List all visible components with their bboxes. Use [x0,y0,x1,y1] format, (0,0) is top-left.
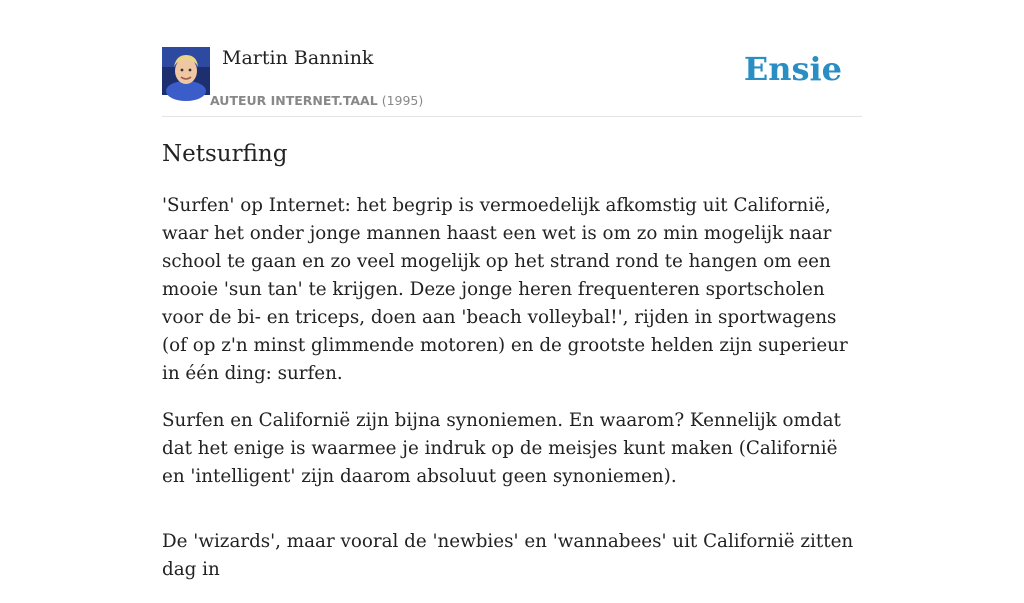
author-avatar[interactable] [162,47,210,95]
article-content [162,138,862,603]
article-paragraph: De 'wizards', maar vooral de 'newbies' en 'wannabees' uit Californië zitten dag in [162,531,854,580]
brand-logo[interactable]: Ensie [743,50,842,88]
author-meta [210,93,423,108]
article-paragraph: 'Surfen' op Internet: het begrip is vermoedelijk afkomstig uit Californië, waar het onder jonge mannen haast een wet is om zo min mogelijk naar school te gaan en zo veel mogelijk op het strand rond te hangen om een mooie 'sun tan' te krijgen. Deze jonge heren frequenteren sportscholen voor de bi- en triceps, doen aan 'beach volleybal!', rijden in sportwagens (of op z'n minst glimmende motoren) en de grootste helden zijn superieur in één ding: surfen. [162,195,848,384]
author-role: AUTEUR INTERNET.TAAL [210,93,378,108]
author-header [162,42,862,117]
author-year: (1995) [381,93,424,108]
article-title: Netsurfing [162,141,288,167]
author-photo-icon [162,47,210,95]
author-name[interactable]: Martin Bannink [222,47,374,69]
article-paragraph: Surfen en Californië zijn bijna synoniemen. En waarom? Kennelijk omdat dat het enige is waarmee je indruk op de meisjes kunt maken (Californië en 'intelligent' zijn daarom absoluut geen synoniemen). [162,410,841,487]
